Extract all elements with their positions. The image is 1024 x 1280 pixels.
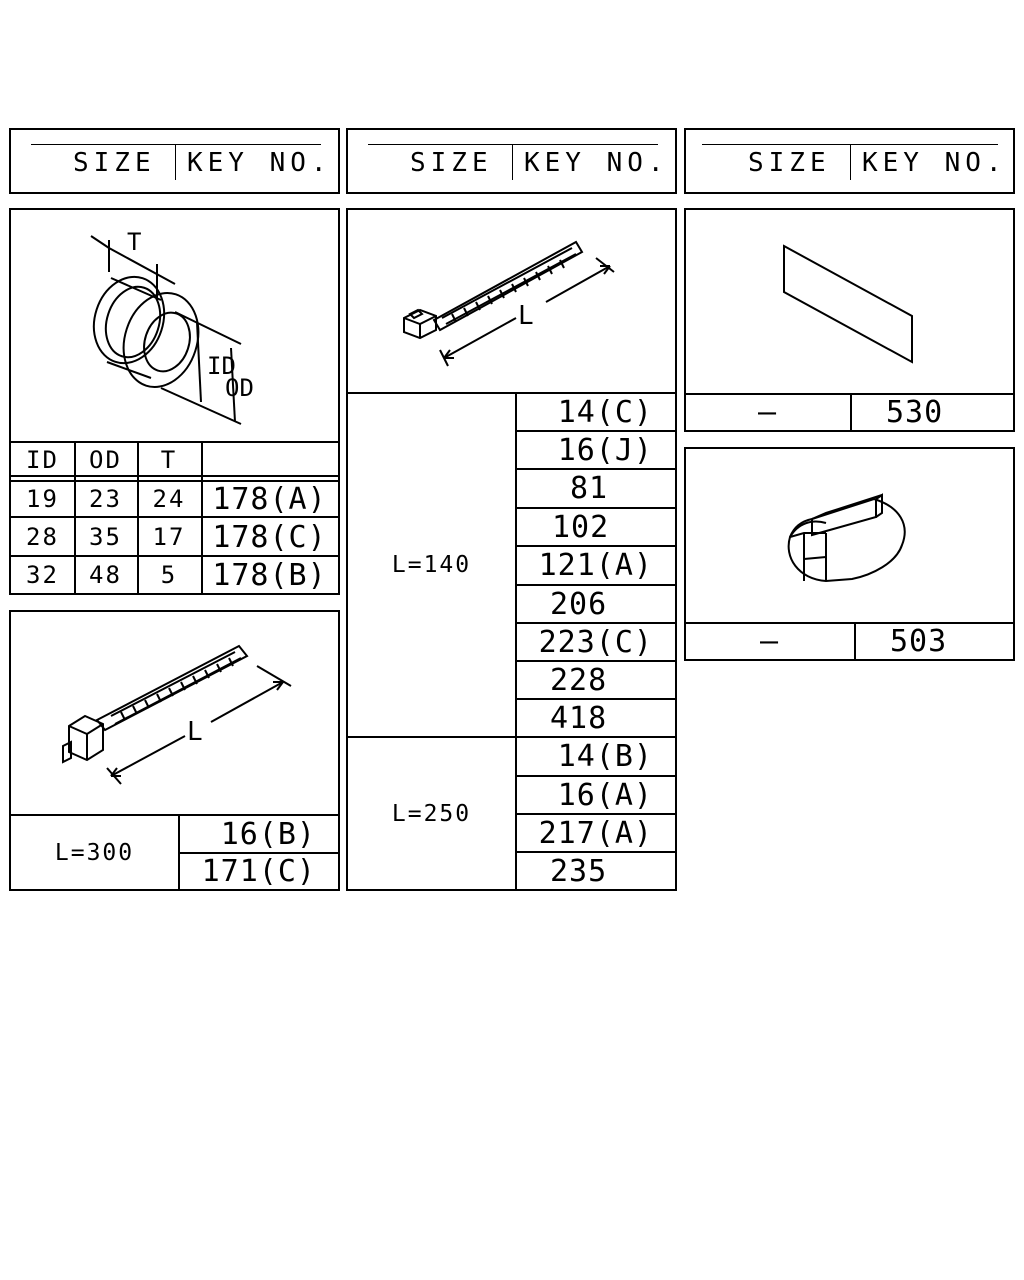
header-key-label: KEY NO. (862, 148, 1007, 178)
header-rule (368, 144, 658, 145)
grommet-od-label: OD (225, 374, 254, 402)
clip-illustration (686, 449, 1013, 623)
grommet-row-key: 178(A) (212, 481, 327, 517)
grommet-col-od: OD (89, 446, 122, 474)
tie-140-key: 121(A) (538, 548, 653, 583)
tie-140-key: 14(C) (557, 394, 653, 430)
tape-key: 530 (886, 395, 944, 430)
tie-300-dim-label: L (187, 717, 203, 747)
grommet-row-t: 24 (152, 485, 186, 513)
header-divider (175, 144, 176, 180)
tie-250-size: L=250 (391, 800, 472, 827)
grommet-row-id: 32 (26, 561, 59, 589)
grommet-box (9, 208, 340, 595)
header-divider (512, 144, 513, 180)
tie-140-key: 228 (550, 662, 608, 698)
grommet-illustration (11, 210, 338, 442)
header-key-label: KEY NO. (524, 148, 669, 178)
grommet-id-label: ID (207, 352, 236, 380)
tie-140-key: 102 (552, 509, 610, 545)
grommet-row-id: 28 (26, 523, 59, 551)
grommet-row-t: 5 (160, 561, 178, 589)
grommet-col-id: ID (26, 446, 59, 474)
clip-size: — (759, 624, 781, 659)
tape-size: — (757, 395, 779, 430)
tie-250-key: 217(A) (538, 815, 653, 851)
tape-illustration (686, 210, 1013, 394)
grommet-row-key: 178(B) (212, 557, 327, 593)
tie-140-key: 16(J) (557, 432, 653, 468)
header-box-1 (9, 128, 340, 194)
tape-box (684, 208, 1015, 432)
grommet-row-od: 23 (89, 485, 122, 513)
grommet-t-label: T (127, 228, 142, 256)
tie-140-size: L=140 (391, 552, 472, 578)
header-size-label: SIZE (748, 148, 831, 178)
grommet-row-id: 19 (26, 485, 59, 513)
grommet-col-t: T (160, 446, 178, 474)
header-divider (850, 144, 851, 180)
tie-300-key: 171(C) (201, 854, 316, 889)
tie-140-250-box (346, 208, 677, 891)
grommet-row-t: 17 (152, 523, 186, 551)
tie-140-key: 81 (570, 471, 609, 506)
tie-300-key: 16(B) (220, 816, 316, 852)
tie-140-key: 418 (550, 700, 608, 736)
tie-250-key: 235 (550, 853, 608, 889)
clip-col-sep (854, 622, 856, 659)
tie-300-box (9, 610, 340, 891)
cable-tie-illustration (11, 612, 338, 816)
header-box-2 (346, 128, 677, 194)
grommet-row-od: 35 (89, 523, 122, 551)
header-rule (31, 144, 321, 145)
tie-140-key: 206 (550, 586, 608, 622)
tie-140-dim-label: L (518, 301, 534, 331)
tape-col-sep (850, 393, 852, 430)
clip-key: 503 (890, 624, 948, 659)
grommet-row-key: 178(C) (212, 519, 327, 555)
tie-250-key: 16(A) (557, 777, 653, 813)
header-box-3 (684, 128, 1015, 194)
header-size-label: SIZE (73, 148, 156, 178)
tie-300-size: L=300 (54, 839, 135, 866)
tie-250-key: 14(B) (557, 739, 653, 774)
header-size-label: SIZE (410, 148, 493, 178)
clip-box (684, 447, 1015, 661)
cable-tie-illustration (348, 210, 675, 394)
header-key-label: KEY NO. (187, 148, 332, 178)
grommet-row-od: 48 (89, 561, 122, 589)
tie-140-key: 223(C) (538, 624, 653, 660)
